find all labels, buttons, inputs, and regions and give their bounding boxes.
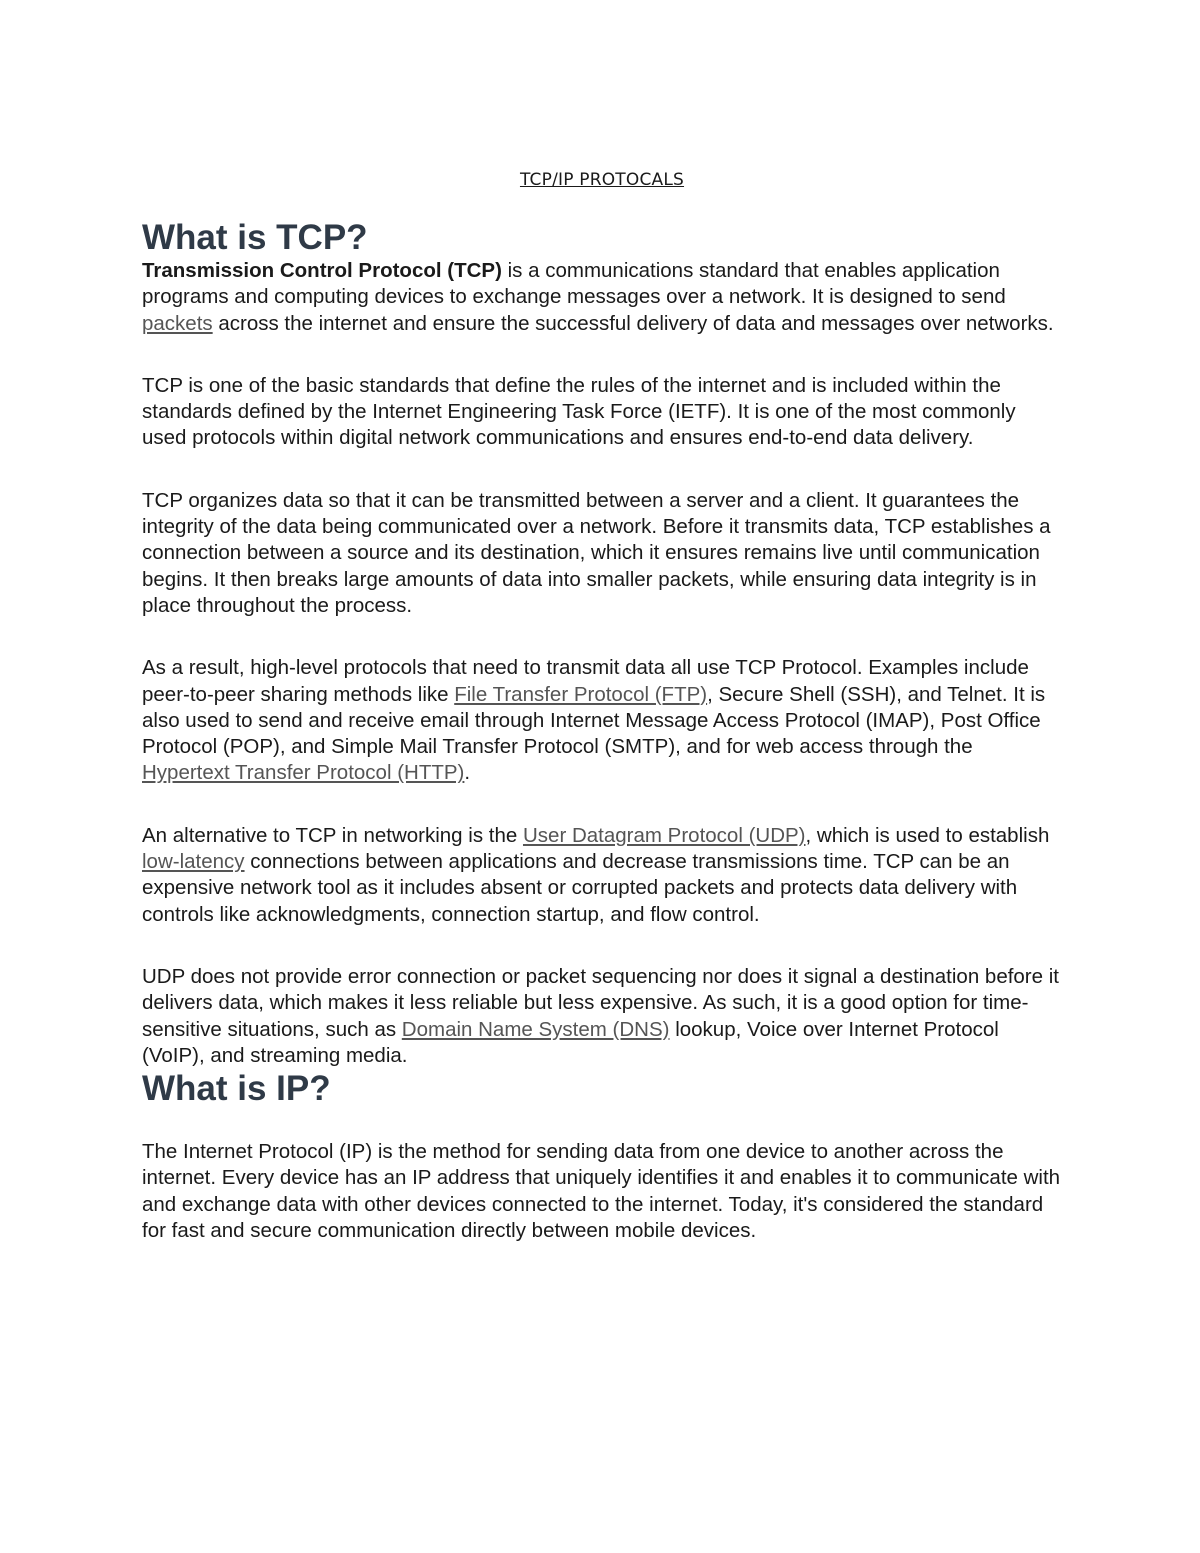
- heading-what-is-tcp: What is TCP?: [142, 218, 368, 257]
- link-packets[interactable]: packets: [142, 311, 213, 335]
- document-page: [142, 170, 1062, 1280]
- tcp-p1-text-1: is a communications standard that enables application programs and computing devices to exchange messages over a network. It is designed to send: [142, 259, 1006, 309]
- link-ftp[interactable]: File Transfer Protocol (FTP): [454, 682, 708, 706]
- tcp-term-bold: Transmission Control Protocol (TCP): [142, 259, 502, 282]
- ip-paragraph-1: The Internet Protocol (IP) is the method for sending data from one device to another across the internet. Every device has an IP address that uniquely identifies it and enables it to communicate with and exchange data with other devices connected to the internet. Today, it's considered the standard for fast and secure communication directly between mobile devices.: [142, 1140, 1061, 1243]
- tcp-p5-text-1: An alternative to TCP in networking is the: [142, 823, 523, 847]
- tcp-p6-text-1: UDP does not provide error connection or packet sequencing nor does it signal a destination before it delivers data, which makes it less reliable but less expensive. As such, it is a good option for time-sensitive situations, such as: [142, 964, 1059, 1041]
- tcp-paragraph-3: TCP organizes data so that it can be transmitted between a server and a client. It guarantees the integrity of the data being communicated over a network. Before it transmits data, TCP establishes a connection between a source and its destination, which it ensures remains live until communication begins. It then breaks large amounts of data into smaller packets, while ensuring data integrity is in place throughout the process.: [142, 488, 1051, 617]
- tcp-p6-text-2: lookup, Voice over Internet Protocol (VoIP), and streaming media.: [142, 1017, 999, 1067]
- link-udp[interactable]: User Datagram Protocol (UDP): [522, 823, 806, 847]
- heading-what-is-ip: What is IP?: [142, 1069, 331, 1109]
- tcp-paragraph-5: [142, 823, 1062, 928]
- link-dns[interactable]: Domain Name System (DNS): [401, 1017, 670, 1041]
- link-low-latency[interactable]: low-latency: [142, 850, 245, 874]
- document-title: TCP/IP PROTOCALS: [519, 170, 685, 190]
- link-http[interactable]: Hypertext Transfer Protocol (HTTP): [142, 761, 465, 785]
- tcp-p4-text-2: , Secure Shell (SSH), and Telnet. It is also used to send and receive email through Internet Message Access Protocol (IMAP), Post Office Protocol (POP), and Simple Mail Transfer Protocol (SMTP), and for web access through the: [142, 682, 1046, 759]
- tcp-paragraph-2: TCP is one of the basic standards that define the rules of the internet and is included within the standards defined by the Internet Engineering Task Force (IETF). It is one of the most commonly used protocols within digital network communications and ensures end-to-end data delivery.: [142, 373, 1016, 450]
- tcp-p4-text-3: .: [464, 761, 471, 785]
- tcp-p5-text-3: connections between applications and decrease transmissions time. TCP can be an expensive network tool as it includes absent or corrupted packets and protects data delivery with controls like acknowledgments, connection startup, and flow control.: [142, 850, 1018, 926]
- tcp-p4-text-1: As a result, high-level protocols that need to transmit data all use TCP Protocol. Examples include peer-to-peer sharing methods like: [142, 656, 1029, 706]
- tcp-paragraph-4: [142, 655, 1062, 786]
- tcp-p1-text-2: across the internet and ensure the successful delivery of data and messages over networks.: [212, 311, 1054, 335]
- tcp-paragraph-6: [142, 964, 1062, 1069]
- tcp-p5-text-2: , which is used to establish: [805, 823, 1050, 847]
- tcp-paragraph-1: [142, 258, 1062, 337]
